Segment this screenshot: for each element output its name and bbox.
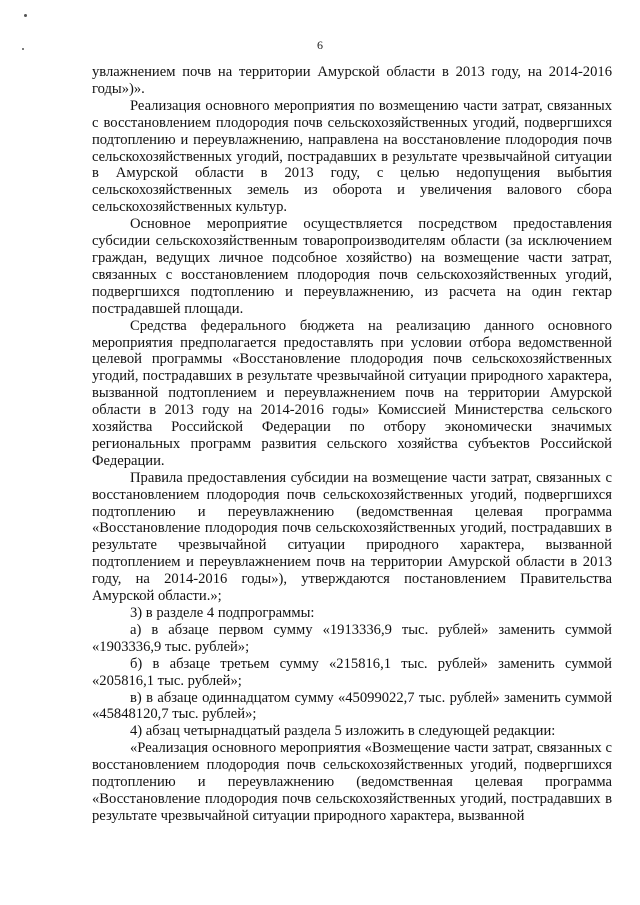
list-item: а) в абзаце первом сумму «1913336,9 тыс. рублей» заменить суммой «1903336,9 тыс. рублей»; bbox=[92, 621, 612, 655]
document-body bbox=[92, 64, 612, 825]
paragraph: увлажнением почв на территории Амурской области в 2013 году, на 2014-2016 годы»)». bbox=[92, 64, 612, 97]
scan-speck bbox=[24, 14, 27, 17]
page-number: 6 bbox=[317, 38, 323, 52]
list-item: 3) в разделе 4 подпрограммы: bbox=[130, 605, 315, 621]
list-item: 4) абзац четырнадцатый раздела 5 изложить в следующей редакции: bbox=[130, 723, 556, 740]
paragraph: Основное мероприятие осуществляется посредством предоставления субсидии сельскохозяйственным товаропроизводителям области (за исключением граждан, ведущих личное подсобное хозяйство) на возмещение части затрат, связанных с восстановлением плодородия почв сельскохозяйственных угодий, подвергшихся подтоплению и переувлажнению, из расчета на один гектар пострадавшей площади. bbox=[92, 216, 612, 317]
paragraph: Реализация основного мероприятия по возмещению части затрат, связанных с восстановлением плодородия почв сельскохозяйственных угодий, подвергшихся подтоплению и переувлажнению, направлена на восстановление плодородия почв сельскохозяйственных угодий, пострадавших в результате чрезвычайной ситуации в Амурской области в 2013 году, с целью недопущения выбытия сельскохозяйственных земель из оборота и увеличения валового сбора сельскохозяйственных культур. bbox=[92, 97, 612, 216]
paragraph: Средства федерального бюджета на реализацию данного основного мероприятия предполагается предоставлять при условии отбора ведомственной целевой программы «Восстановление плодородия почв сельскохозяйственных угодий, пострадавших в результате чрезвычайной ситуации природного характера, вызванной подтоплением и переувлажнением почв на территории Амурской области в 2013 году на 2014-2016 годы» Комиссией Министерства сельского хозяйства Российской Федерации по отбору экономически значимых региональных программ развития сельского хозяйства субъектов Российской Федерации. bbox=[92, 317, 612, 469]
paragraph: Правила предоставления субсидии на возмещение части затрат, связанных с восстановлением плодородия почв сельскохозяйственных угодий, подвергшихся подтоплению и переувлажнению (ведомственная целевая программа «Восстановление плодородия почв сельскохозяйственных угодий, пострадавших в результате чрезвычайной ситуации природного характера, вызванной подтоплением и переувлажнением почв на территории Амурской области в 2013 году, на 2014-2016 годы»), утверждаются постановлением Правительства Амурской области.»; bbox=[92, 469, 612, 605]
paragraph: «Реализация основного мероприятия «Возмещение части затрат, связанных с восстановлением плодородия почв сельскохозяйственных угодий, подвергшихся подтоплению и переувлажнению (ведомственная целевая программа «Восстановление плодородия почв сельскохозяйственных угодий, пострадавших в результате чрезвычайной ситуации природного характера, вызванной bbox=[92, 740, 612, 824]
list-item: в) в абзаце одиннадцатом сумму «45099022,7 тыс. рублей» заменить суммой «45848120,7 тыс. рублей»; bbox=[92, 689, 612, 723]
list-item: б) в абзаце третьем сумму «215816,1 тыс. рублей» заменить суммой «205816,1 тыс. рублей»; bbox=[92, 655, 612, 689]
